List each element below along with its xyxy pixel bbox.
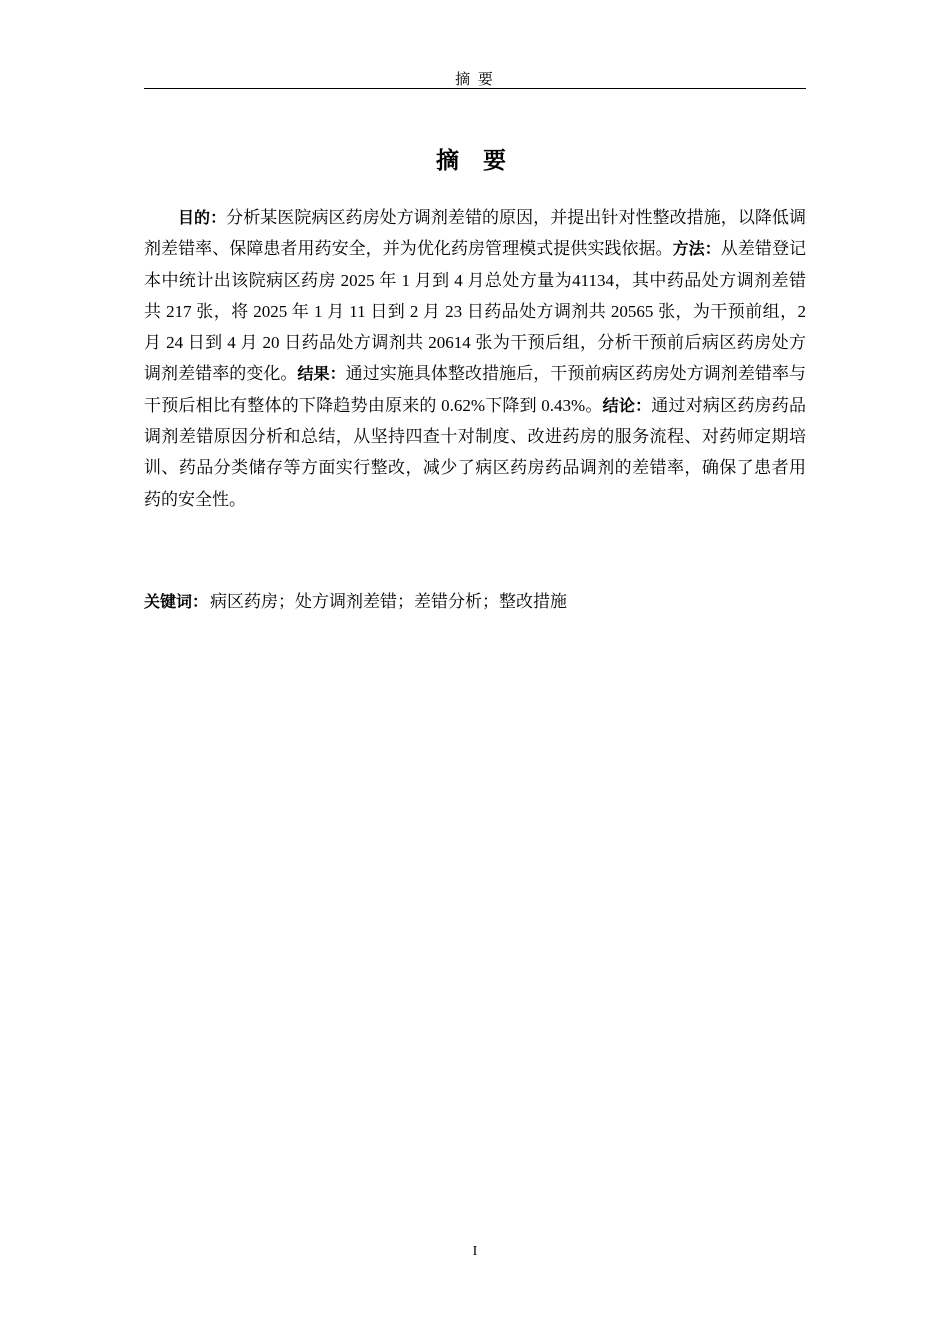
abstract-body: [144, 202, 806, 515]
page-title: 摘 要: [435, 148, 514, 174]
page-number: I: [472, 1244, 478, 1259]
keywords-line: [144, 586, 806, 617]
result-text: 通过实施具体整改措施后，干预前病区药房处方调剂差错率与干预后相比有整体的下降趋势由原来的 0.62%下降到 0.43%。: [144, 364, 807, 415]
abstract-paragraph: [144, 202, 806, 515]
purpose-label: 目的：: [178, 208, 227, 227]
running-header: 摘 要: [455, 72, 495, 88]
keywords-text: 病区药房；处方调剂差错；差错分析；整改措施: [210, 592, 568, 611]
keywords-label: 关键词：: [144, 592, 209, 611]
purpose-text: 分析某医院病区药房处方调剂差错的原因，并提出针对性整改措施，以降低调剂差错率、保障患者用药安全，并为优化药房管理模式提供实践依据。: [144, 208, 806, 259]
conclusion-text: 通过对病区药房药品调剂差错原因分析和总结，从坚持四查十对制度、改进药房的服务流程、对药师定期培训、药品分类储存等方面实行整改，减少了病区药房药品调剂的差错率，确保了患者用药的安全性。: [144, 395, 806, 509]
result-label: 结果：: [297, 364, 346, 384]
conclusion-label: 结论：: [602, 395, 652, 415]
method-label: 方法：: [672, 239, 721, 259]
method-text: 从差错登记本中统计出该院病区药房 2025 年 1 月到 4 月总处方量为41134，其中药品处方调剂差错共 217 张，将 2025 年 1 月 11 日到 2 月 23 日药品处方调剂共 20565 张，为干预前组，2 月 24 日到 4 月 20 日药品处方调剂共 20614 张为干预后组，分析干预前后病区药房处方调剂差错率的变化。: [144, 239, 807, 384]
header-rule: [144, 88, 806, 89]
